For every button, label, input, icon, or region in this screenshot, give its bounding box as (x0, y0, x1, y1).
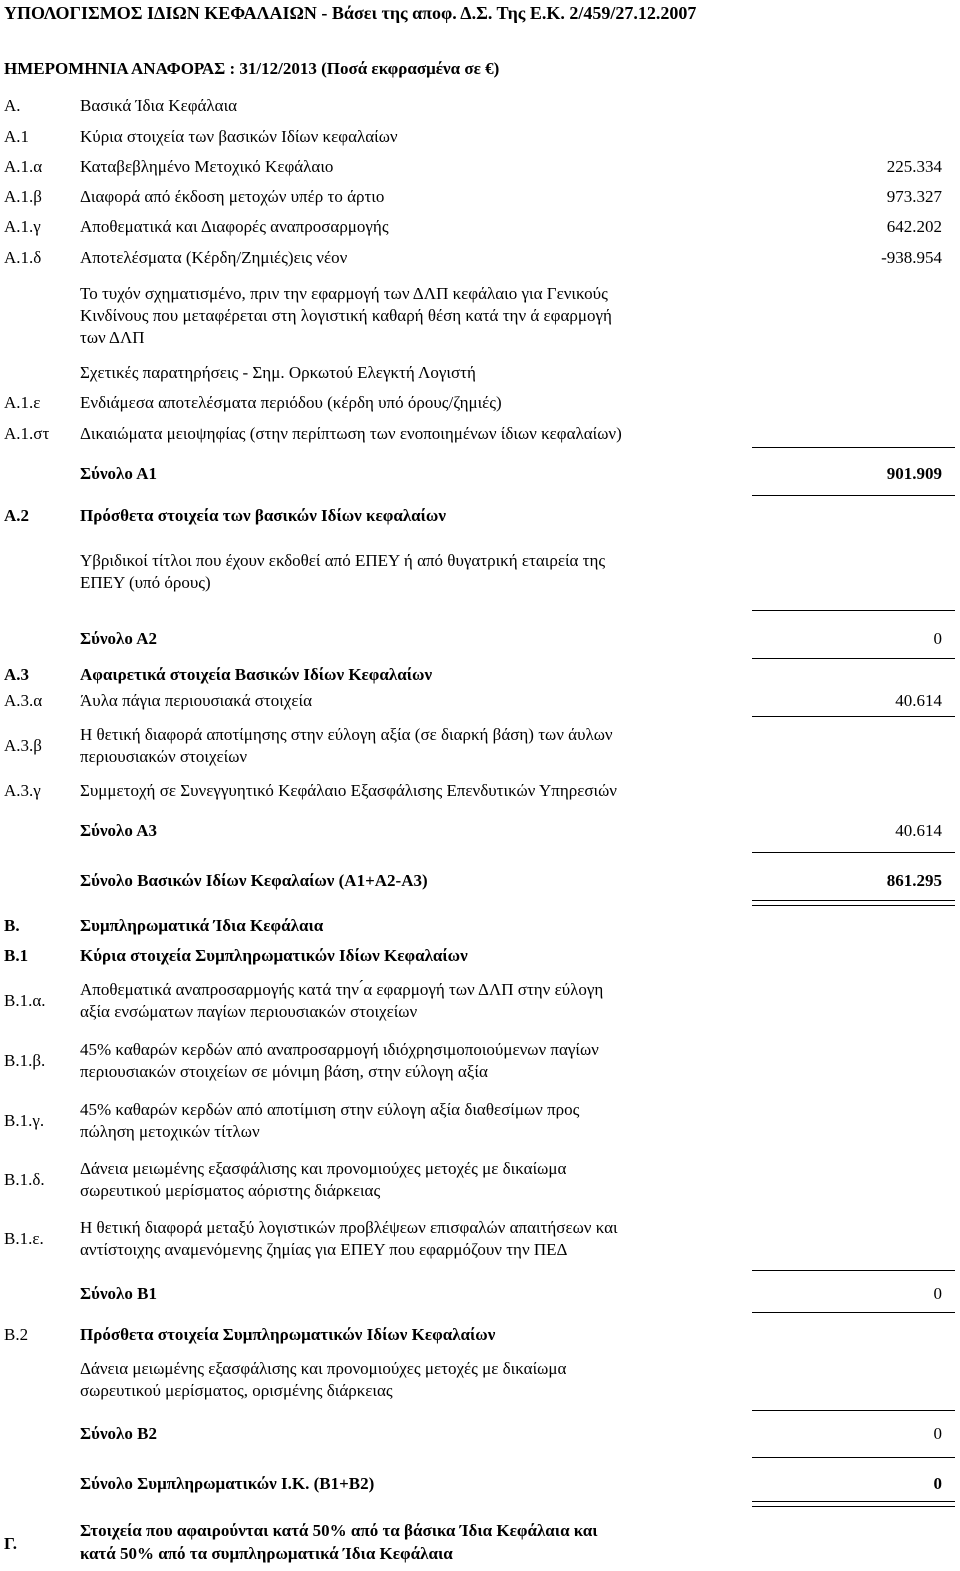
total-rule (752, 852, 955, 853)
total-rule (752, 495, 955, 496)
total-label: Σύνολο Α3 (80, 821, 157, 840)
subsection-title: Αφαιρετικά στοιχεία Βασικών Ιδίων Κεφαλαίων (80, 665, 433, 684)
total-rule (752, 1410, 955, 1411)
section-code: Γ. (4, 1534, 18, 1553)
remarks-text: Σχετικές παρατηρήσεις - Σημ. Ορκωτού Ελεγκτή Λογιστή (80, 363, 476, 382)
subsection-title: Πρόσθετα στοιχεία των βασικών Ιδίων κεφαλαίων (80, 506, 446, 525)
section-code: Α. (4, 96, 21, 115)
total-label: Σύνολο Α1 (80, 464, 157, 483)
row-label: πώληση μετοχικών τίτλων (80, 1122, 260, 1141)
row-code: Β.1.α. (4, 991, 46, 1010)
row-code: Α.1.β (4, 187, 42, 206)
total-rule (752, 1312, 955, 1313)
note-text: Το τυχόν σχηματισμένο, πριν την εφαρμογή των ΔΛΠ κεφάλαιο για Γενικούς (80, 284, 608, 303)
total-rule (752, 658, 955, 659)
page-title: ΥΠΟΛΟΓΙΣΜΟΣ ΙΔΙΩΝ ΚΕΦΑΛΑΙΩΝ - Βάσει της αποφ. Δ.Σ. Της Ε.Κ. 2/459/27.12.2007 (4, 3, 697, 23)
row-label: σωρευτικού μερίσματος αόριστης διάρκειας (80, 1181, 381, 1200)
total-rule (752, 716, 955, 717)
row-value: 642.202 (886, 217, 942, 236)
report-date: ΗΜΕΡΟΜΗΝΙΑ ΑΝΑΦΟΡΑΣ : 31/12/2013 (Ποσά εκφρασμένα σε €) (4, 59, 500, 78)
row-code: Α.1.δ (4, 248, 42, 267)
row-label: Δάνεια μειωμένης εξασφάλισης και προνομιούχες μετοχές με δικαίωμα (80, 1359, 567, 1378)
grand-total-value: 0 (933, 1474, 942, 1493)
subsection-title: Κύρια στοιχεία Συμπληρωματικών Ιδίων Κεφαλαίων (80, 946, 468, 965)
row-label: Καταβεβλημένο Μετοχικό Κεφάλαιο (80, 157, 334, 176)
row-label: 45% καθαρών κερδών από αναπροσαρμογή ιδιόχρησιμοποιούμενων παγίων (80, 1040, 599, 1059)
note-text: Κινδίνους που μεταφέρεται στη λογιστική καθαρή θέση κατά την ά εφαρμογή (80, 306, 612, 325)
row-value: 225.334 (886, 157, 942, 176)
subsection-title: Πρόσθετα στοιχεία Συμπληρωματικών Ιδίων Κεφαλαίων (80, 1325, 496, 1344)
grand-total-label: Σύνολο Συμπληρωματικών Ι.Κ. (Β1+Β2) (80, 1474, 375, 1493)
row-value: 40.614 (895, 691, 942, 710)
row-code: Α.1.στ (4, 424, 50, 443)
row-code: Β.1.δ. (4, 1170, 45, 1189)
row-label: αντίστοιχης αναμενόμενης ζημίας για ΕΠΕΥ που εφαρμόζουν την ΠΕΔ (80, 1240, 568, 1259)
row-label: περιουσιακών στοιχείων (80, 747, 248, 766)
total-value: 0 (933, 1424, 942, 1443)
subsection-code: Α.3 (4, 665, 30, 684)
row-label: Συμμετοχή σε Συνεγγυητικό Κεφάλαιο Εξασφάλισης Επενδυτικών Υπηρεσιών (80, 781, 617, 800)
total-label: Σύνολο Β1 (80, 1284, 157, 1303)
row-label: Αποθεματικά και Διαφορές αναπροσαρμογής (80, 217, 389, 236)
row-label: Δάνεια μειωμένης εξασφάλισης και προνομιούχες μετοχές με δικαίωμα (80, 1159, 567, 1178)
section-title: Συμπληρωματικά Ίδια Κεφάλαια (80, 916, 324, 935)
row-code: Α.3.α (4, 691, 43, 710)
row-label: αξία ενσώματων παγίων περιουσιακών στοιχείων (80, 1002, 418, 1021)
double-rule (752, 1501, 955, 1507)
row-label: Δικαιώματα μειοψηφίας (στην περίπτωση των ενοποιημένων ίδιων κεφαλαίων) (80, 424, 622, 443)
subsection-title: Κύρια στοιχεία των βασικών Ιδίων κεφαλαίων (80, 127, 398, 146)
row-label: Αποτελέσματα (Κέρδη/Ζημιές)εις νέον (80, 248, 348, 267)
section-title: Στοιχεία που αφαιρούνται κατά 50% από τα βάσικα Ίδια Κεφάλαια και (80, 1521, 598, 1540)
total-rule (752, 1457, 955, 1458)
total-rule (752, 447, 955, 448)
row-label: Υβριδικοί τίτλοι που έχουν εκδοθεί από ΕΠΕΥ ή από θυγατρική εταιρεία της (80, 551, 606, 570)
row-label: Διαφορά από έκδοση μετοχών υπέρ το άρτιο (80, 187, 385, 206)
total-label: Σύνολο Β2 (80, 1424, 157, 1443)
row-code: Α.3.β (4, 736, 42, 755)
row-code: Β.1.γ. (4, 1111, 45, 1130)
total-label: Σύνολο Α2 (80, 629, 157, 648)
row-label: περιουσιακών στοιχείων σε μόνιμη βάση, στην εύλογη αξία (80, 1062, 488, 1081)
double-rule (752, 900, 955, 906)
subsection-code: Α.2 (4, 506, 30, 525)
row-label: Ενδιάμεσα αποτελέσματα περιόδου (κέρδη υπό όρους/ζημιές) (80, 393, 502, 412)
section-code: Β. (4, 916, 20, 935)
note-text: των ΔΛΠ (80, 328, 145, 347)
section-title: Βασικά Ίδια Κεφάλαια (80, 96, 238, 115)
row-code: Β.1.β. (4, 1051, 46, 1070)
row-label: Η θετική διαφορά αποτίμησης στην εύλογη αξία (σε διαρκή βάση) των άυλων (80, 725, 613, 744)
total-value: 0 (933, 629, 942, 648)
row-code: Α.1.γ (4, 217, 41, 236)
row-label: Η θετική διαφορά μεταξύ λογιστικών προβλέψεων επισφαλών απαιτήσεων και (80, 1218, 618, 1237)
grand-total-label: Σύνολο Βασικών Ιδίων Κεφαλαίων (Α1+Α2-Α3) (80, 871, 428, 890)
row-code: Α.1.α (4, 157, 43, 176)
row-label: Αποθεματικά αναπροσαρμογής κατά την ́α εφαρμογή των ΔΛΠ στην εύλογη (80, 980, 604, 999)
subsection-code: Α.1 (4, 127, 30, 146)
total-rule (752, 1270, 955, 1271)
row-label: Άυλα πάγια περιουσιακά στοιχεία (80, 691, 312, 710)
section-title: κατά 50% από τα συμπληρωματικά Ίδια Κεφάλαια (80, 1544, 453, 1563)
total-value: 901.909 (886, 464, 942, 483)
row-code: Α.1.ε (4, 393, 41, 412)
row-label: σωρευτικού μερίσματος, ορισμένης διάρκειας (80, 1381, 393, 1400)
subsection-code: Β.2 (4, 1325, 29, 1344)
total-value: 40.614 (895, 821, 942, 840)
total-rule (752, 610, 955, 611)
row-value: -938.954 (881, 248, 942, 267)
row-value: 973.327 (886, 187, 942, 206)
row-label: ΕΠΕΥ (υπό όρους) (80, 573, 211, 592)
total-value: 0 (933, 1284, 942, 1303)
row-code: Β.1.ε. (4, 1229, 44, 1248)
subsection-code: Β.1 (4, 946, 29, 965)
grand-total-value: 861.295 (886, 871, 942, 890)
row-label: 45% καθαρών κερδών από αποτίμιση στην εύλογη αξία διαθεσίμων προς (80, 1100, 580, 1119)
row-code: Α.3.γ (4, 781, 41, 800)
